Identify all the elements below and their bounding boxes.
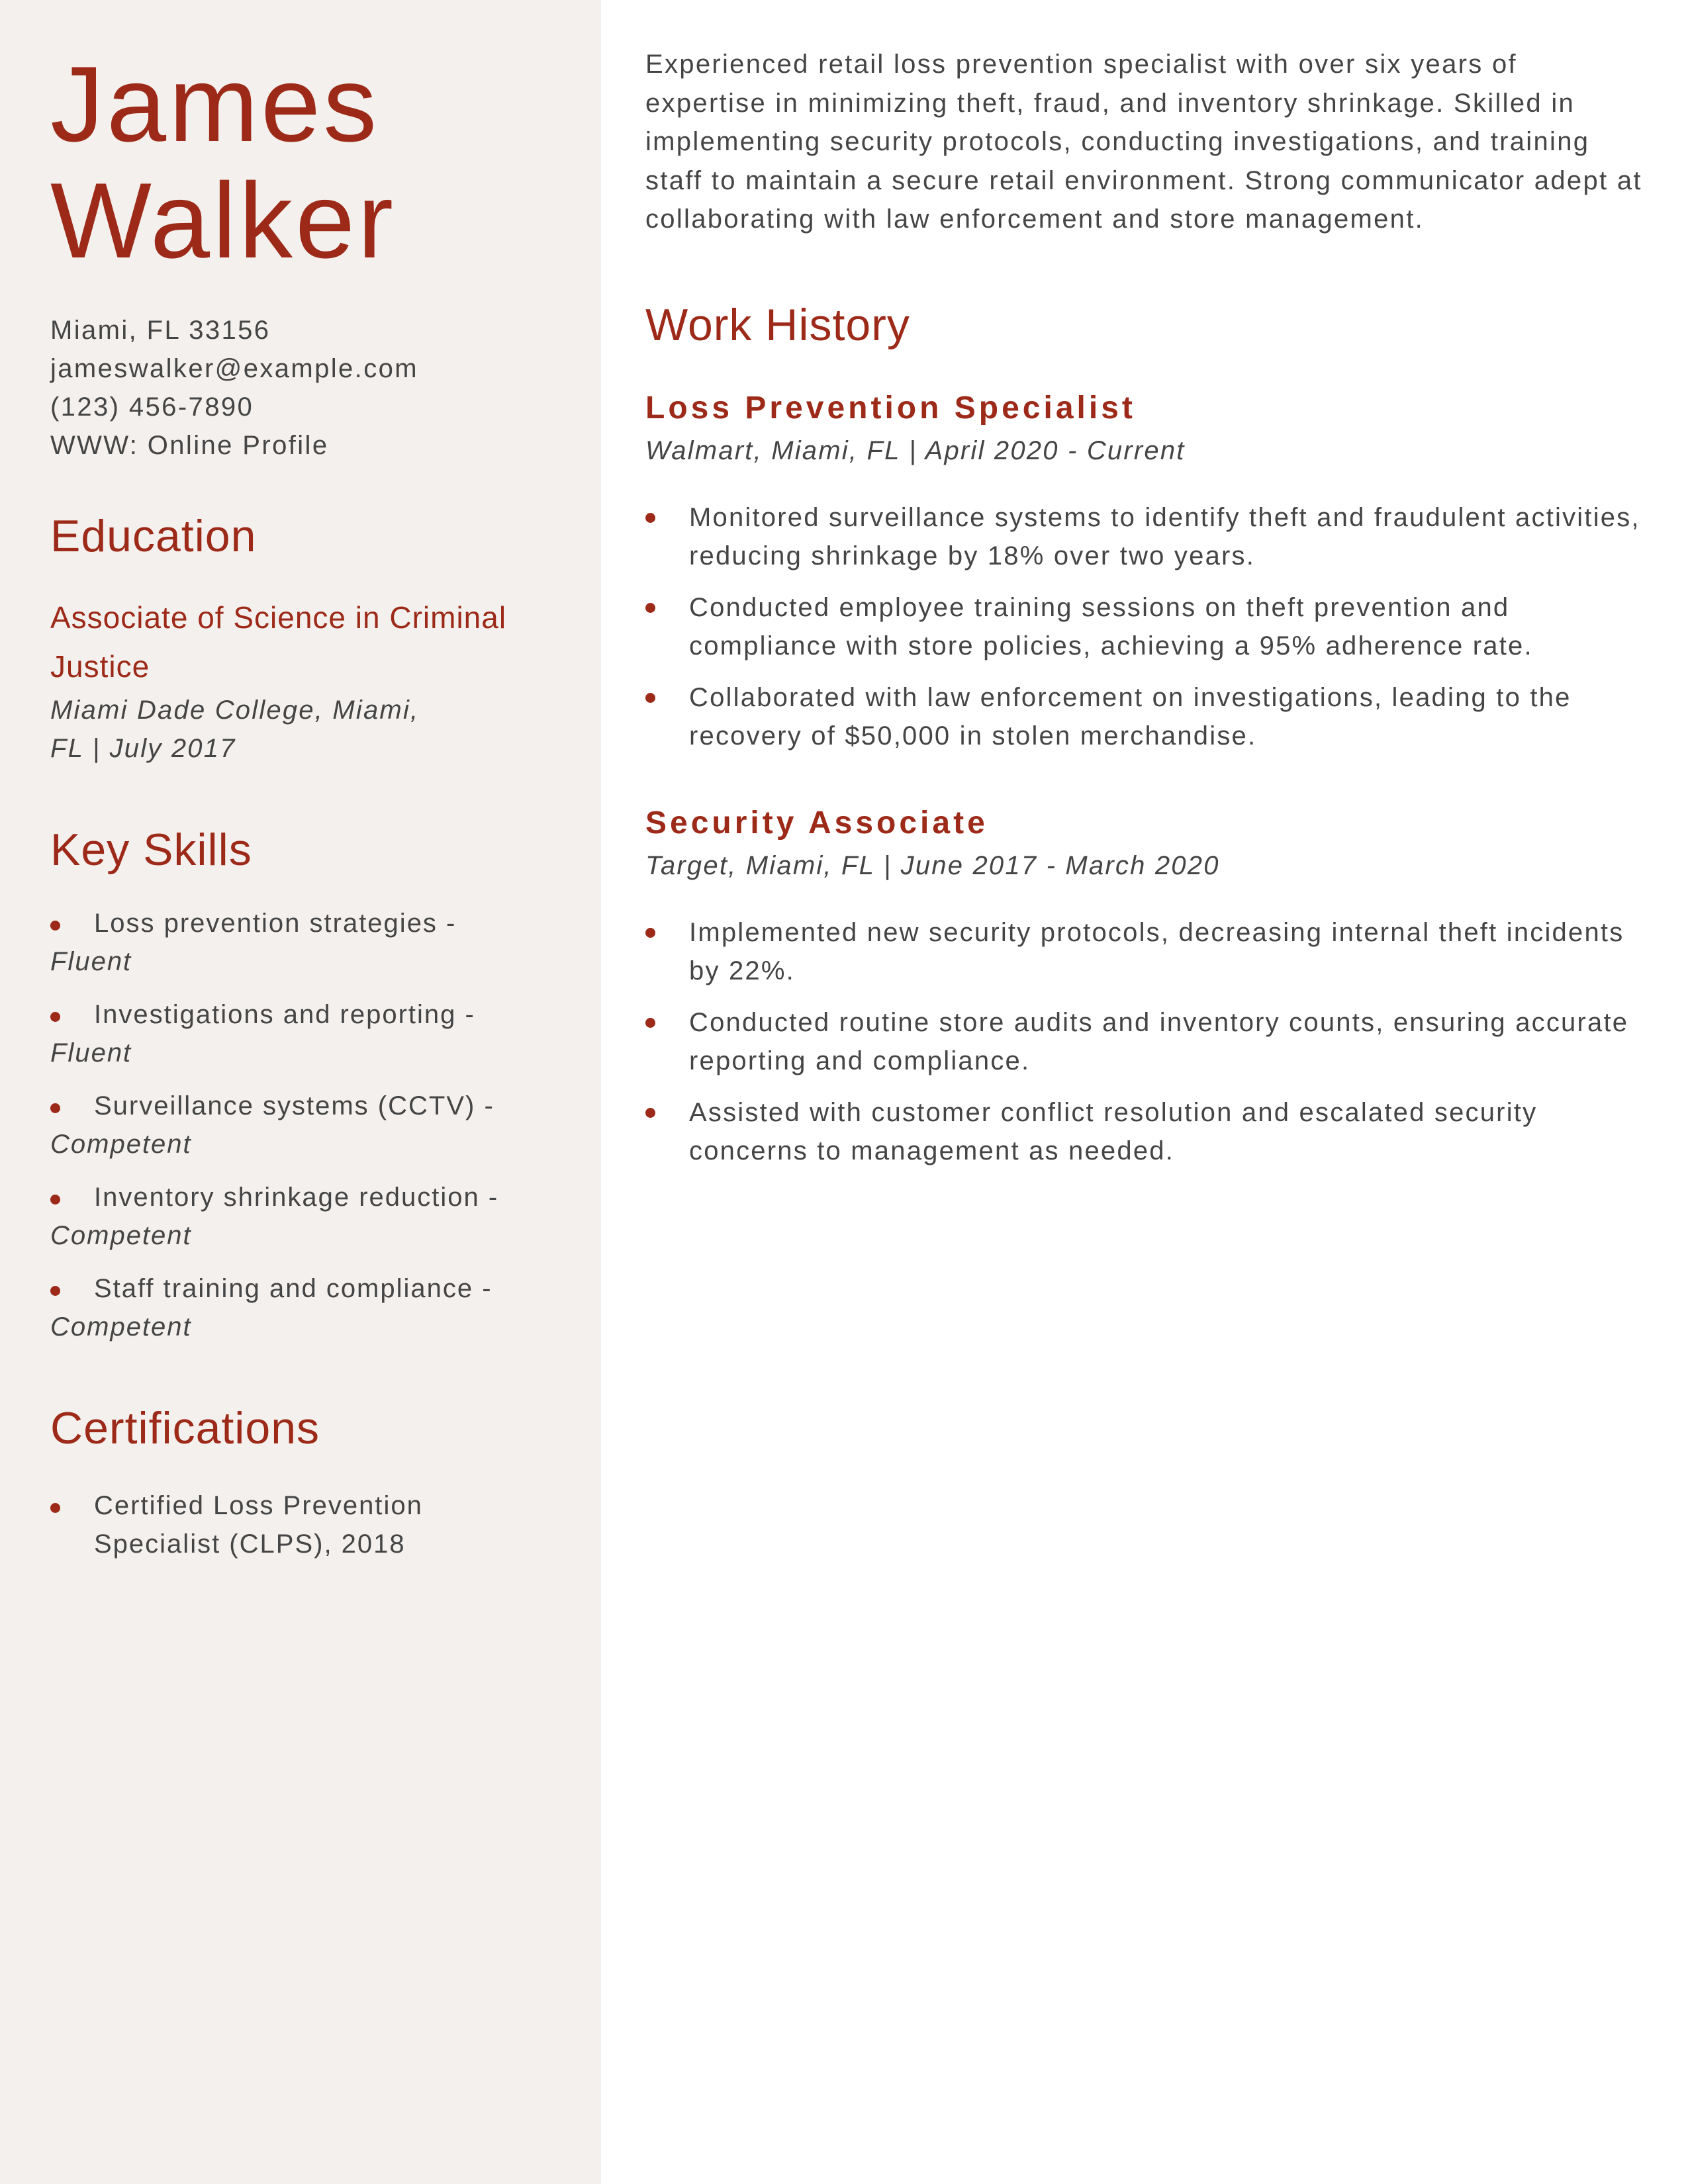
contact-phone: (123) 456-7890 [50,392,254,422]
job-bullet-text: Collaborated with law enforcement on investigations, leading to the recovery of $50,000 in stolen merchandise. [689,682,1571,751]
skill-name: Surveillance systems (CCTV) - [94,1091,494,1120]
bullet-icon [50,1103,60,1113]
candidate-name [50,46,553,279]
contact-address: Miami, FL 33156 [50,316,271,345]
skill-name: Investigations and reporting - [94,1000,475,1029]
bullet-icon [50,1195,60,1205]
skill-name: Staff training and compliance - [94,1274,492,1303]
job-bullet-text: Conducted routine store audits and inventory counts, ensuring accurate reporting and compliance. [689,1007,1629,1075]
skill-level: Fluent [50,947,132,976]
bullet-icon [645,928,655,938]
certifications-heading: Certifications [50,1403,320,1453]
bullet-icon [50,1503,60,1513]
bullet-icon [645,693,655,703]
skills-list [50,904,553,1346]
job-bullet [645,1003,1645,1081]
sidebar [0,0,601,2184]
job-meta: Walmart, Miami, FL | April 2020 - Current [645,435,1186,465]
skills-heading: Key Skills [50,825,252,875]
education-degree: Associate of Science in Criminal Justice [50,600,507,684]
skill-name: Inventory shrinkage reduction - [94,1183,499,1212]
bullet-icon [645,1018,655,1028]
job-entry [645,388,1645,756]
skill-item [50,995,553,1072]
education-heading: Education [50,511,257,561]
job-bullet-text: Monitored surveillance systems to identify theft and fraudulent activities, reducing shrinkage by 18% over two years. [689,502,1640,570]
job-bullet-text: Implemented new security protocols, decreasing internal theft incidents by 22%. [689,917,1624,985]
last-name: Walker [50,161,397,281]
contact-website[interactable]: WWW: Online Profile [50,431,329,460]
skill-level: Competent [50,1130,192,1159]
job-bullet [645,588,1645,666]
skill-level: Fluent [50,1038,132,1068]
sidebar-content [50,46,553,1563]
bullet-icon [50,1012,60,1022]
job-bullet [645,498,1645,576]
professional-summary: Experienced retail loss prevention specialist with over six years of expertise in minimizing theft, fraud, and inventory shrinkage. Skilled in implementing security protocols, conducting investigations, and training staff to maintain a secure retail environment. Strong communicator adept at collaborating with law enforcement and store management. [645,50,1642,234]
job-bullet-text: Conducted employee training sessions on theft prevention and compliance with store policies, achieving a 95% adherence rate. [689,592,1533,660]
skill-item [50,1178,553,1255]
certification-item [50,1486,465,1563]
job-bullet [645,678,1645,756]
job-meta: Target, Miami, FL | June 2017 - March 2020 [645,850,1220,880]
work-history-heading: Work History [645,299,910,350]
skill-level: Competent [50,1312,192,1342]
certifications-list [50,1486,553,1563]
job-bullets [645,913,1645,1171]
skill-item [50,1087,553,1163]
first-name: James [50,44,380,164]
skill-name: Loss prevention strategies - [94,909,457,938]
bullet-icon [50,1286,60,1296]
skill-level: Competent [50,1221,192,1250]
bullet-icon [50,921,60,931]
bullet-icon [645,603,655,613]
job-bullets [645,498,1645,756]
job-bullet [645,913,1645,991]
job-bullet [645,1093,1645,1171]
bullet-icon [645,513,655,523]
skill-item [50,1269,553,1346]
main-content [645,45,1645,1183]
education-school: Miami Dade College, Miami, FL | July 2017 [50,696,420,763]
bullet-icon [645,1108,655,1118]
skill-item [50,904,553,981]
contact-info [50,311,553,465]
job-title: Loss Prevention Specialist [645,390,1136,426]
job-entry [645,803,1645,1171]
job-bullet-text: Assisted with customer conflict resolution and escalated security concerns to management as needed. [689,1097,1538,1165]
contact-email[interactable]: jameswalker@example.com [50,354,418,383]
job-title: Security Associate [645,805,988,841]
certification-text: Certified Loss Prevention Specialist (CLPS), 2018 [94,1491,423,1559]
